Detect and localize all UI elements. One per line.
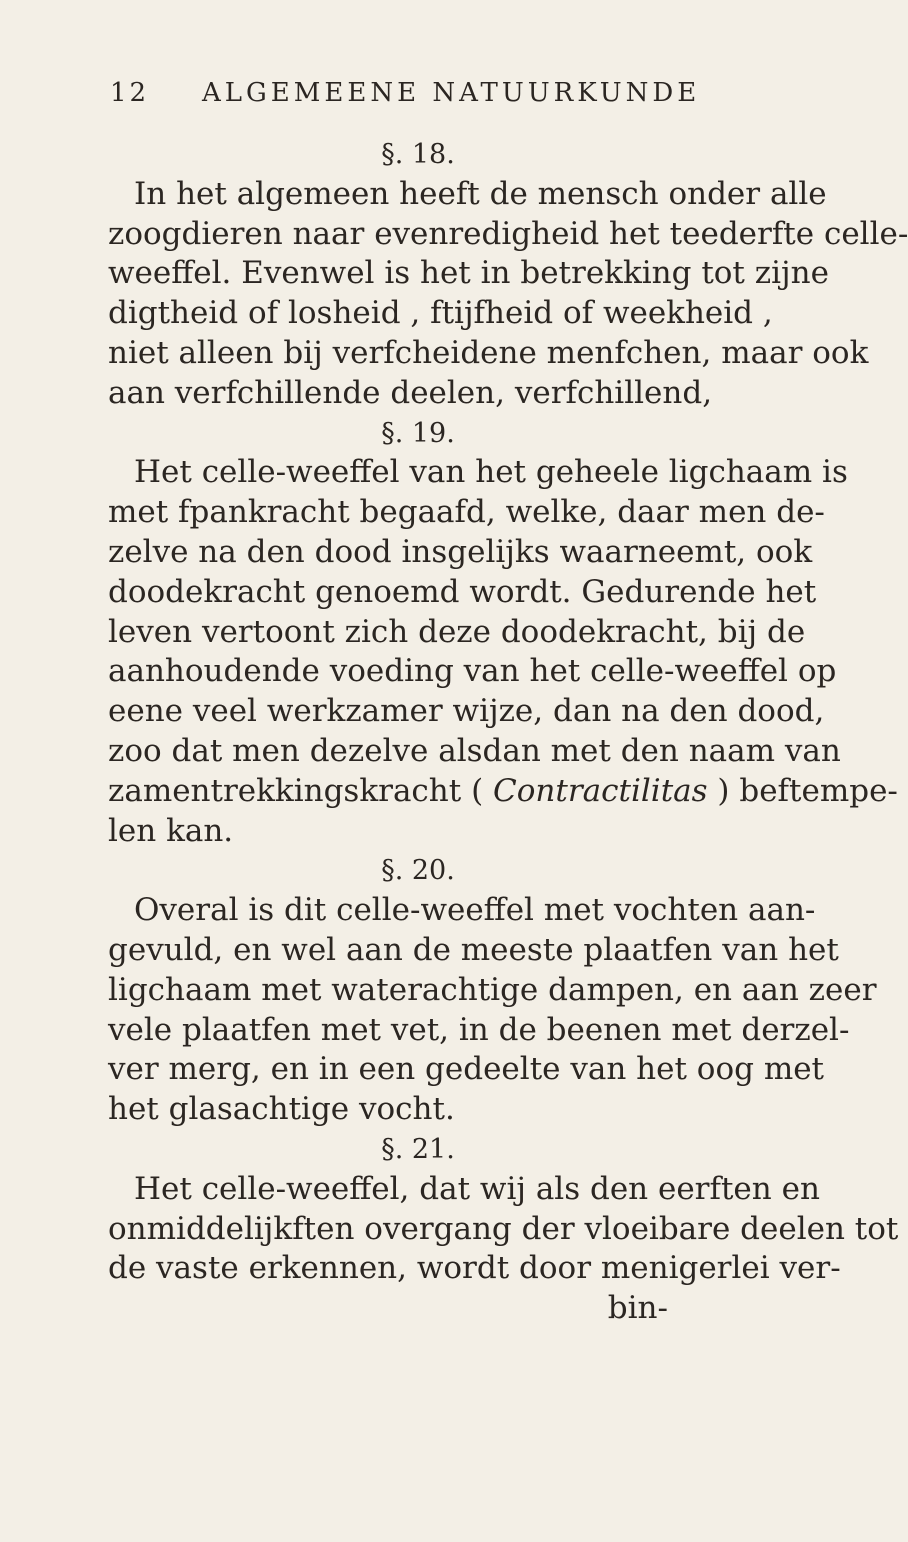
text-line: ligchaam met waterachtige dampen, en aan zeer xyxy=(108,971,877,1008)
section-heading: §. 18. xyxy=(381,139,455,170)
text-fragment: zamentrekkingskracht ( xyxy=(108,772,484,809)
section-heading: §. 21. xyxy=(381,1133,455,1165)
running-title: ALGEMEENE NATUURKUNDE xyxy=(202,78,701,108)
text-line: doodekracht genoemd wordt. Gedurende het xyxy=(108,573,817,610)
text-line: In het algemeen heeft de mensch onder alle xyxy=(134,175,827,212)
text-line: len kan. xyxy=(108,812,234,849)
paragraph xyxy=(108,891,877,1130)
text-line: zelve na den dood insgelijks waarneemt, ook xyxy=(108,533,813,570)
text-line: Het celle-weeffel, dat wij als den eerften en xyxy=(134,1170,820,1207)
section-heading: §. 19. xyxy=(381,417,455,449)
text-line: weeffel. Evenwel is het in betrekking tot zijne xyxy=(108,255,829,292)
text-line: eene veel werkzamer wijze, dan na den dood, xyxy=(108,693,825,730)
text-line: het glasachtige vocht. xyxy=(108,1091,455,1128)
text-line: digtheid of losheid , ftijfheid of weekheid , xyxy=(108,295,773,332)
text-line: met fpankracht begaafd, welke, daar men de- xyxy=(108,494,825,531)
text-line: leven vertoont zich deze doodekracht, bij de xyxy=(108,613,806,650)
text-line-with-term xyxy=(108,772,898,812)
text-line: vele plaatfen met vet, in de beenen met derzel- xyxy=(108,1011,850,1048)
paragraph xyxy=(108,175,908,414)
page-number: 12 xyxy=(110,78,150,108)
text-line: Overal is dit celle-weeffel met vochten aan- xyxy=(134,892,816,929)
text-fragment: ) beftempe- xyxy=(717,772,898,809)
paragraph xyxy=(108,453,898,851)
text-line: aan verfchillende deelen, verfchillend, xyxy=(108,374,713,411)
text-line: aanhoudende voeding van het celle-weeffel op xyxy=(108,653,837,690)
text-line: zoogdieren naar evenredigheid het teederfte celle- xyxy=(108,215,908,252)
text-line: onmiddelijkften overgang der vloeibare deelen tot xyxy=(108,1210,899,1247)
text-line: Het celle-weeffel van het geheele ligchaam is xyxy=(134,454,848,491)
text-line: ver merg, en in een gedeelte van het oog met xyxy=(108,1051,825,1088)
latin-term: Contractilitas xyxy=(493,772,708,809)
paragraph xyxy=(108,1170,899,1329)
text-line: niet alleen bij verfcheidene menfchen, maar ook xyxy=(108,334,869,371)
text-line: gevuld, en wel aan de meeste plaatfen van het xyxy=(108,931,839,968)
catchword: bin- xyxy=(607,1290,668,1327)
page-header xyxy=(110,78,710,118)
section-heading: §. 20. xyxy=(381,855,455,887)
body-text xyxy=(108,135,908,1329)
text-line: zoo dat men dezelve alsdan met den naam van xyxy=(108,732,841,769)
text-line: de vaste erkennen, wordt door menigerlei ver- xyxy=(108,1250,841,1287)
